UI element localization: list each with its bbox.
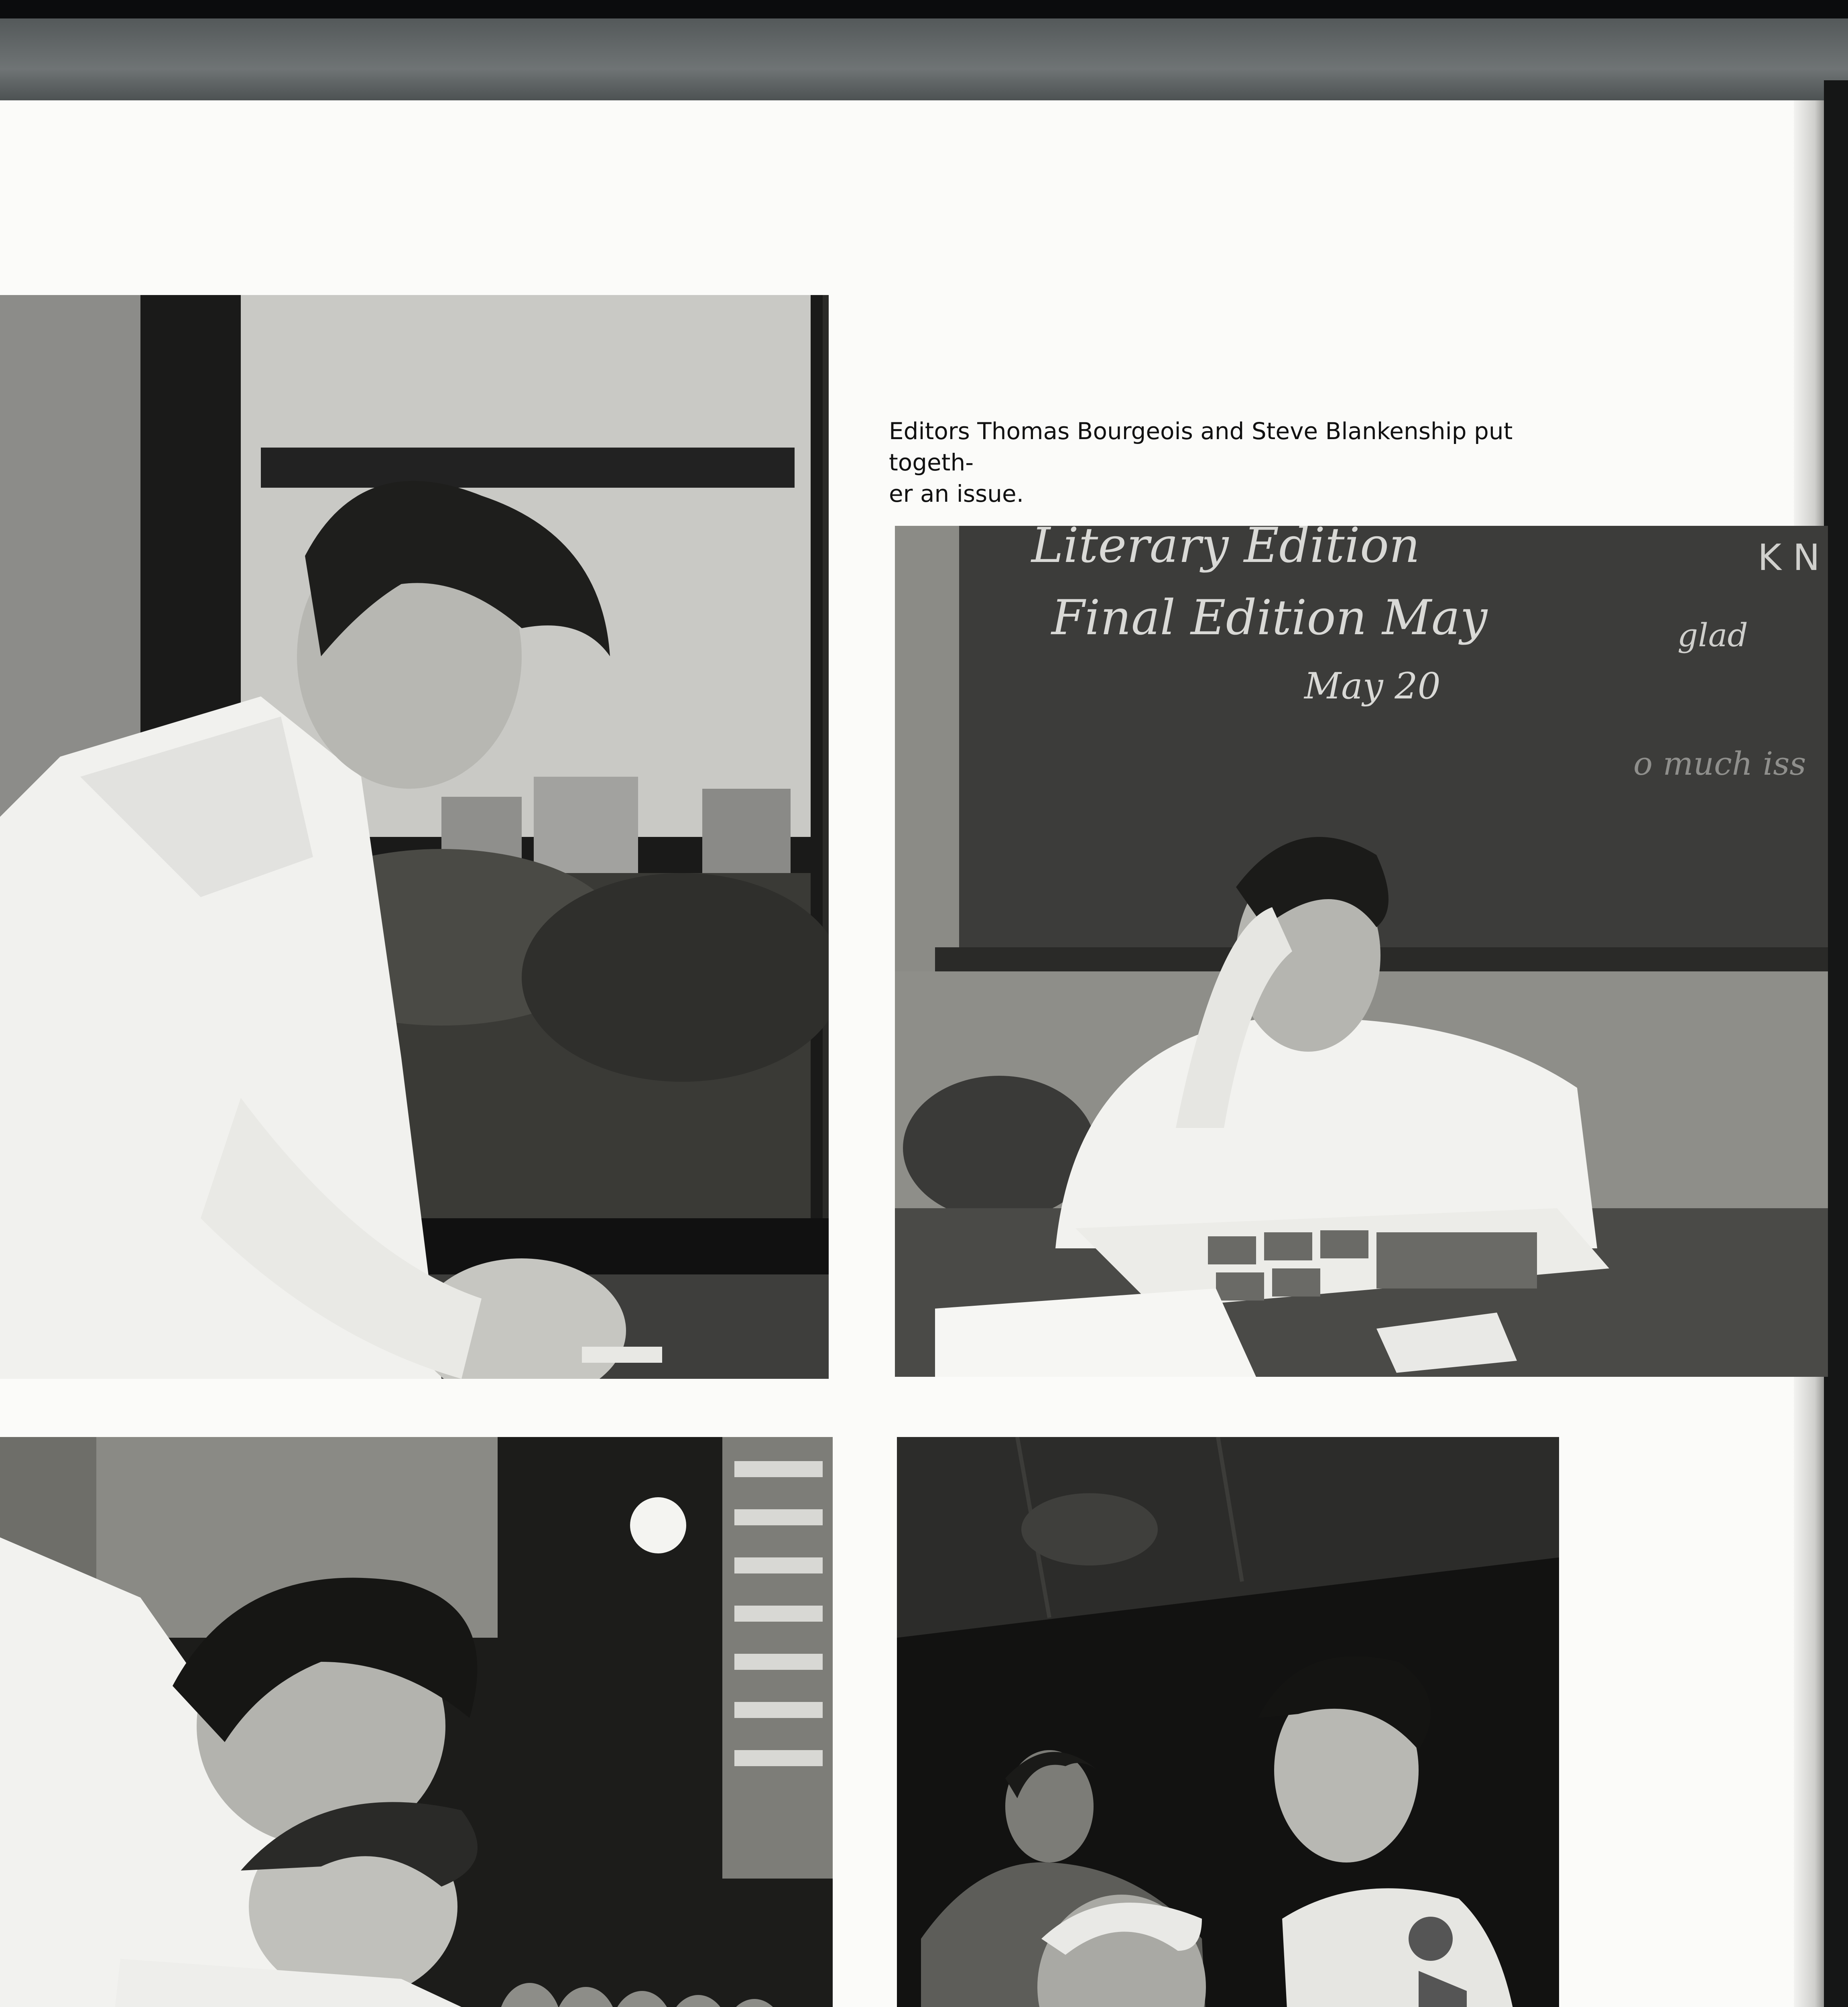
caption-line-1: Editors Thomas Bourgeois and Steve Blankenship put togeth- xyxy=(889,417,1513,476)
caption-line-2: er an issue. xyxy=(889,480,1024,507)
photo-man-by-window xyxy=(0,295,829,1379)
chalk-line-2: Final Edition May xyxy=(1051,590,1488,646)
chalk-line-3: May 20 xyxy=(1304,665,1441,707)
chalk-line-1: Literary Edition xyxy=(1031,526,1420,574)
scanner-top-edge xyxy=(0,0,1848,18)
scanner-band xyxy=(0,18,1848,103)
photo-student-at-chalkboard xyxy=(895,526,1828,1377)
photo-caption xyxy=(889,415,1571,509)
chalk-right-2: glad xyxy=(1677,617,1748,654)
photo-advisor-with-students xyxy=(897,1437,1559,2007)
chalk-right-1: K N xyxy=(1758,537,1820,579)
photo-two-editors-at-desk xyxy=(0,1437,833,2007)
chalk-right-3: o much iss xyxy=(1633,745,1806,782)
